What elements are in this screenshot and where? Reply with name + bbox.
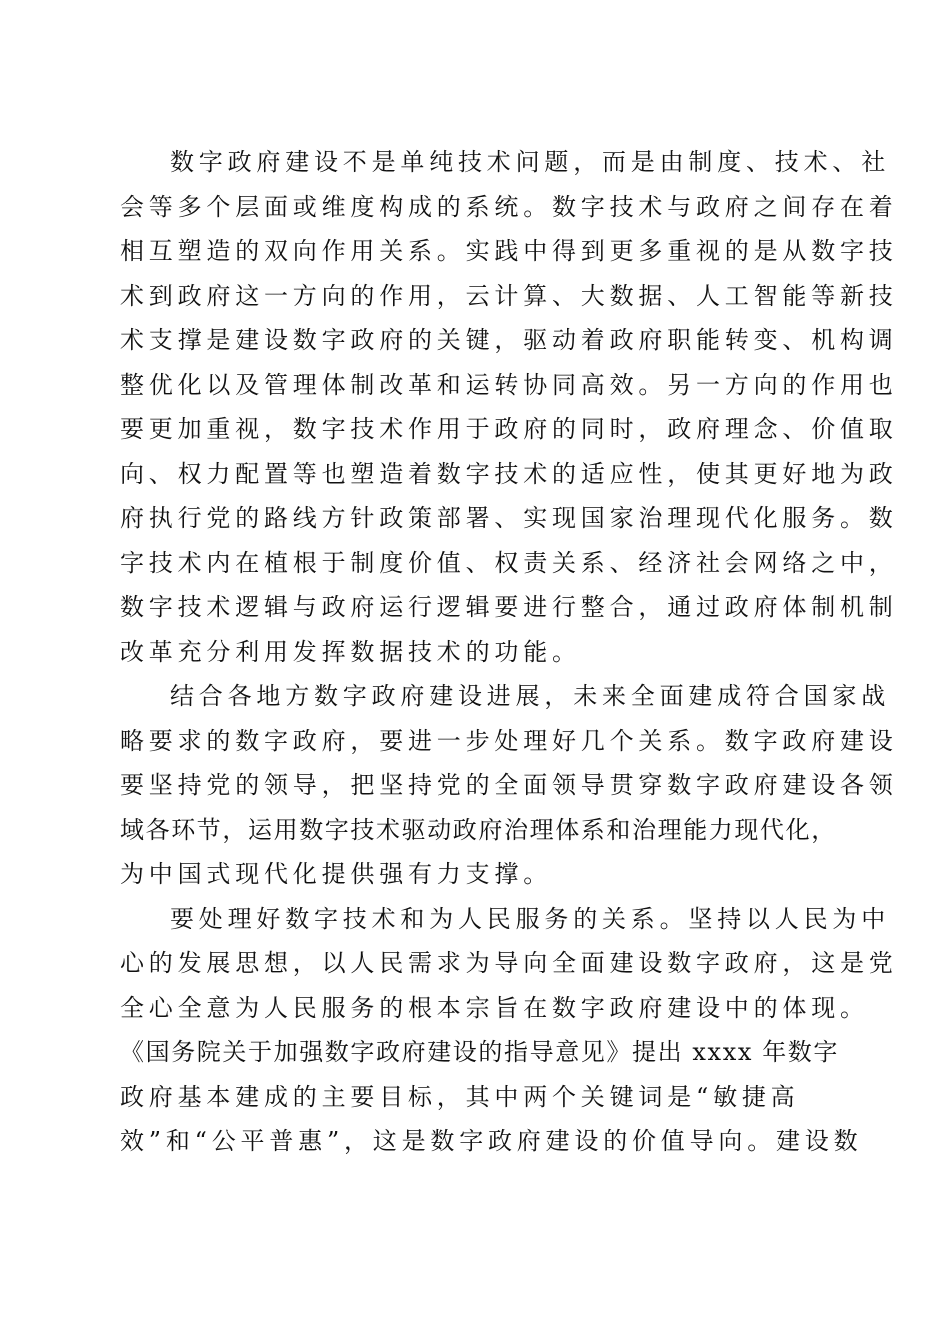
text-line: 域各环节，运用数字技术驱动政府治理体系和治理能力现代化，: [120, 815, 837, 844]
text-line: 略要求的数字政府，要进一步处理好几个关系。数字政府建设: [120, 726, 898, 755]
text-line: 数字政府建设不是单纯技术问题，而是由制度、技术、社: [170, 148, 890, 176]
text-line: 结合各地方数字政府建设进展，未来全面建成符合国家战: [170, 682, 890, 710]
text-line: 术支撑是建设数字政府的关键，驱动着政府职能转变、机构调: [120, 326, 898, 354]
text-line: 政府基本建成的主要目标，其中两个关键词是“敏捷高: [120, 1082, 800, 1111]
text-line: 全心全意为人民服务的根本宗旨在数字政府建设中的体现。: [120, 993, 869, 1022]
text-line: 数字技术逻辑与政府运行逻辑要进行整合，通过政府体制机制: [120, 593, 898, 621]
text-line: 向、权力配置等也塑造着数字技术的适应性，使其更好地为政: [120, 459, 898, 488]
document-body: [120, 140, 898, 1164]
paragraph-3: [120, 897, 898, 1164]
text-line: 字技术内在植根于制度价值、权责关系、经济社会网络之中，: [120, 548, 898, 577]
text-line: 要处理好数字技术和为人民服务的关系。坚持以人民为中: [170, 904, 890, 933]
text-line: 为中国式现代化提供强有力支撑。: [120, 860, 552, 888]
text-line: 心的发展思想，以人民需求为导向全面建设数字政府，这是党: [120, 949, 898, 977]
text-line: 相互塑造的双向作用关系。实践中得到更多重视的是从数字技: [120, 237, 898, 265]
paragraph-2: [120, 674, 898, 897]
text-line: 《国务院关于加强数字政府建设的指导意见》提出 xxxx 年数字: [120, 1038, 839, 1066]
text-line: 会等多个层面或维度构成的系统。数字技术与政府之间存在着: [120, 192, 898, 221]
paragraph-1: [120, 140, 898, 674]
text-line: 术到政府这一方向的作用，云计算、大数据、人工智能等新技: [120, 281, 898, 310]
text-line: 改革充分利用发挥数据技术的功能。: [120, 637, 581, 666]
text-line: 要更加重视，数字技术作用于政府的同时，政府理念、价值取: [120, 415, 898, 443]
text-line: 要坚持党的领导，把坚持党的全面领导贯穿数字政府建设各领: [120, 771, 898, 799]
text-line: 府执行党的路线方针政策部署、实现国家治理现代化服务。数: [120, 504, 898, 532]
text-line: 整优化以及管理体制改革和运转协同高效。另一方向的作用也: [120, 370, 898, 399]
text-line: 效”和“公平普惠”，这是数字政府建设的价值导向。建设数: [120, 1127, 863, 1155]
